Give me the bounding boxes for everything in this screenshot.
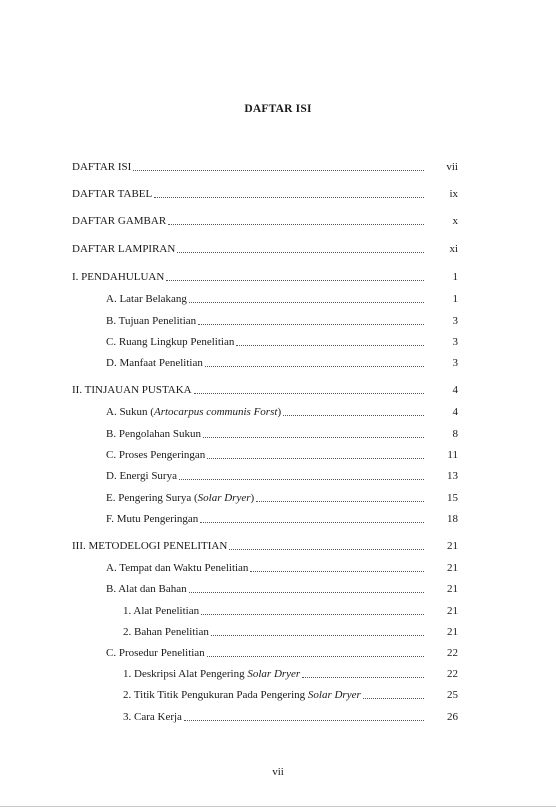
dotted-leader <box>133 170 424 171</box>
dotted-leader <box>211 635 424 636</box>
dotted-leader <box>302 677 424 678</box>
dotted-leader <box>229 549 424 550</box>
toc-entry <box>106 467 458 483</box>
page-number-footer: vii <box>272 766 284 778</box>
dotted-leader <box>201 614 424 615</box>
toc-entry-label: D. Energi Surya <box>106 470 177 482</box>
toc-page-number: 22 <box>447 668 458 680</box>
toc-entry-label: B. Tujuan Penelitian <box>106 315 197 327</box>
toc-page-number: ix <box>449 188 458 200</box>
dotted-leader <box>283 415 424 416</box>
page-title: DAFTAR ISI <box>244 103 312 115</box>
toc-page-number: 13 <box>447 470 458 482</box>
dotted-leader <box>194 393 424 394</box>
toc-entry-label: DAFTAR LAMPIRAN <box>72 243 176 255</box>
toc-entry <box>106 580 458 596</box>
dotted-leader <box>166 280 424 281</box>
toc-entry-label: DAFTAR TABEL <box>72 188 153 200</box>
toc-entry-italic-term: Solar Dryer <box>307 689 361 701</box>
toc-page-number: 26 <box>447 711 458 723</box>
toc-page-number: 8 <box>452 428 458 440</box>
toc-entry <box>123 602 458 618</box>
toc-page-number: vii <box>446 161 458 173</box>
dotted-leader <box>154 197 424 198</box>
dotted-leader <box>207 656 424 657</box>
scan-edge-line <box>0 806 556 807</box>
toc-entry <box>106 425 458 441</box>
toc-entry-label: 1. Deskripsi Alat Pengering Solar Dryer <box>123 668 301 680</box>
toc-entry-label: C. Proses Pengeringan <box>106 449 206 461</box>
toc-entry-label: C. Prosedur Penelitian <box>106 647 205 659</box>
toc-page-number: 11 <box>447 449 458 461</box>
dotted-leader <box>189 592 424 593</box>
toc-entry <box>106 489 458 505</box>
toc-entry <box>106 354 458 370</box>
toc-entry <box>123 708 458 724</box>
toc-entry <box>106 403 458 419</box>
toc-entry-label: DAFTAR GAMBAR <box>72 215 167 227</box>
dotted-leader <box>184 720 424 721</box>
toc-entry <box>106 312 458 328</box>
toc-entry-label: 2. Bahan Penelitian <box>123 626 209 638</box>
dotted-leader <box>168 224 424 225</box>
toc-entry-label: E. Pengering Surya (Solar Dryer) <box>106 492 255 504</box>
toc-entry-label: D. Manfaat Penelitian <box>106 357 203 369</box>
toc-entry <box>72 537 458 553</box>
toc-entry <box>106 559 458 575</box>
toc-entry <box>106 333 458 349</box>
toc-entry-label: A. Latar Belakang <box>106 293 187 305</box>
dotted-leader <box>250 571 424 572</box>
toc-page-number: 21 <box>447 540 458 552</box>
toc-page-number: 21 <box>447 562 458 574</box>
toc-entry-label: II. TINJAUAN PUSTAKA <box>72 384 192 396</box>
toc-entry <box>72 381 458 397</box>
toc-entry <box>72 212 458 228</box>
dotted-leader <box>236 345 424 346</box>
toc-page-number: 4 <box>452 384 458 396</box>
toc-page-number: 3 <box>452 336 458 348</box>
toc-page-number: 3 <box>452 357 458 369</box>
toc-entry-label: F. Mutu Pengeringan <box>106 513 199 525</box>
toc-page-number: 21 <box>447 605 458 617</box>
toc-entry <box>72 158 458 174</box>
toc-entry-label: B. Alat dan Bahan <box>106 583 187 595</box>
toc-entry <box>106 290 458 306</box>
toc-page-number: 25 <box>447 689 458 701</box>
toc-entry-label: B. Pengolahan Sukun <box>106 428 202 440</box>
toc-page-number: 1 <box>452 293 458 305</box>
toc-entry <box>72 240 458 256</box>
toc-entry <box>106 446 458 462</box>
toc-page-number: 1 <box>452 271 458 283</box>
toc-entry-italic-term: Artocarpus communis Forst <box>153 406 278 418</box>
toc-page-number: 21 <box>447 626 458 638</box>
toc-entry-label: C. Ruang Lingkup Penelitian <box>106 336 235 348</box>
toc-entry-italic-term: Solar Dryer <box>247 668 301 680</box>
dotted-leader <box>189 302 424 303</box>
toc-entry <box>106 644 458 660</box>
dotted-leader <box>198 324 424 325</box>
toc-entry-label: A. Sukun (Artocarpus communis Forst) <box>106 406 282 418</box>
toc-entry <box>106 510 458 526</box>
toc-entry <box>72 268 458 284</box>
toc-entry-italic-term: Solar Dryer <box>197 492 251 504</box>
toc-entry-label: 2. Titik Titik Pengukuran Pada Pengering Solar Dryer <box>123 689 361 701</box>
dotted-leader <box>256 501 424 502</box>
toc-page-number: 22 <box>447 647 458 659</box>
toc-entry-label: III. METODELOGI PENELITIAN <box>72 540 228 552</box>
toc-entry-label: 3. Cara Kerja <box>123 711 182 723</box>
toc-page-number: 18 <box>447 513 458 525</box>
toc-entry <box>123 665 458 681</box>
toc-entry <box>72 185 458 201</box>
toc-entry <box>123 686 458 702</box>
dotted-leader <box>203 437 424 438</box>
toc-page-number: 3 <box>452 315 458 327</box>
toc-entry-label: 1. Alat Penelitian <box>123 605 200 617</box>
toc-page-number: xi <box>449 243 458 255</box>
dotted-leader <box>177 252 424 253</box>
dotted-leader <box>205 366 424 367</box>
toc-page-number: 15 <box>447 492 458 504</box>
toc-page-number: x <box>452 215 458 227</box>
dotted-leader <box>207 458 424 459</box>
toc-page-number: 21 <box>447 583 458 595</box>
toc-entry <box>123 623 458 639</box>
toc-page-number: 4 <box>452 406 458 418</box>
dotted-leader <box>200 522 424 523</box>
toc-entry-label: I. PENDAHULUAN <box>72 271 165 283</box>
dotted-leader <box>363 698 424 699</box>
toc-entry-label: A. Tempat dan Waktu Penelitian <box>106 562 249 574</box>
toc-entry-label: DAFTAR ISI <box>72 161 132 173</box>
dotted-leader <box>179 479 424 480</box>
